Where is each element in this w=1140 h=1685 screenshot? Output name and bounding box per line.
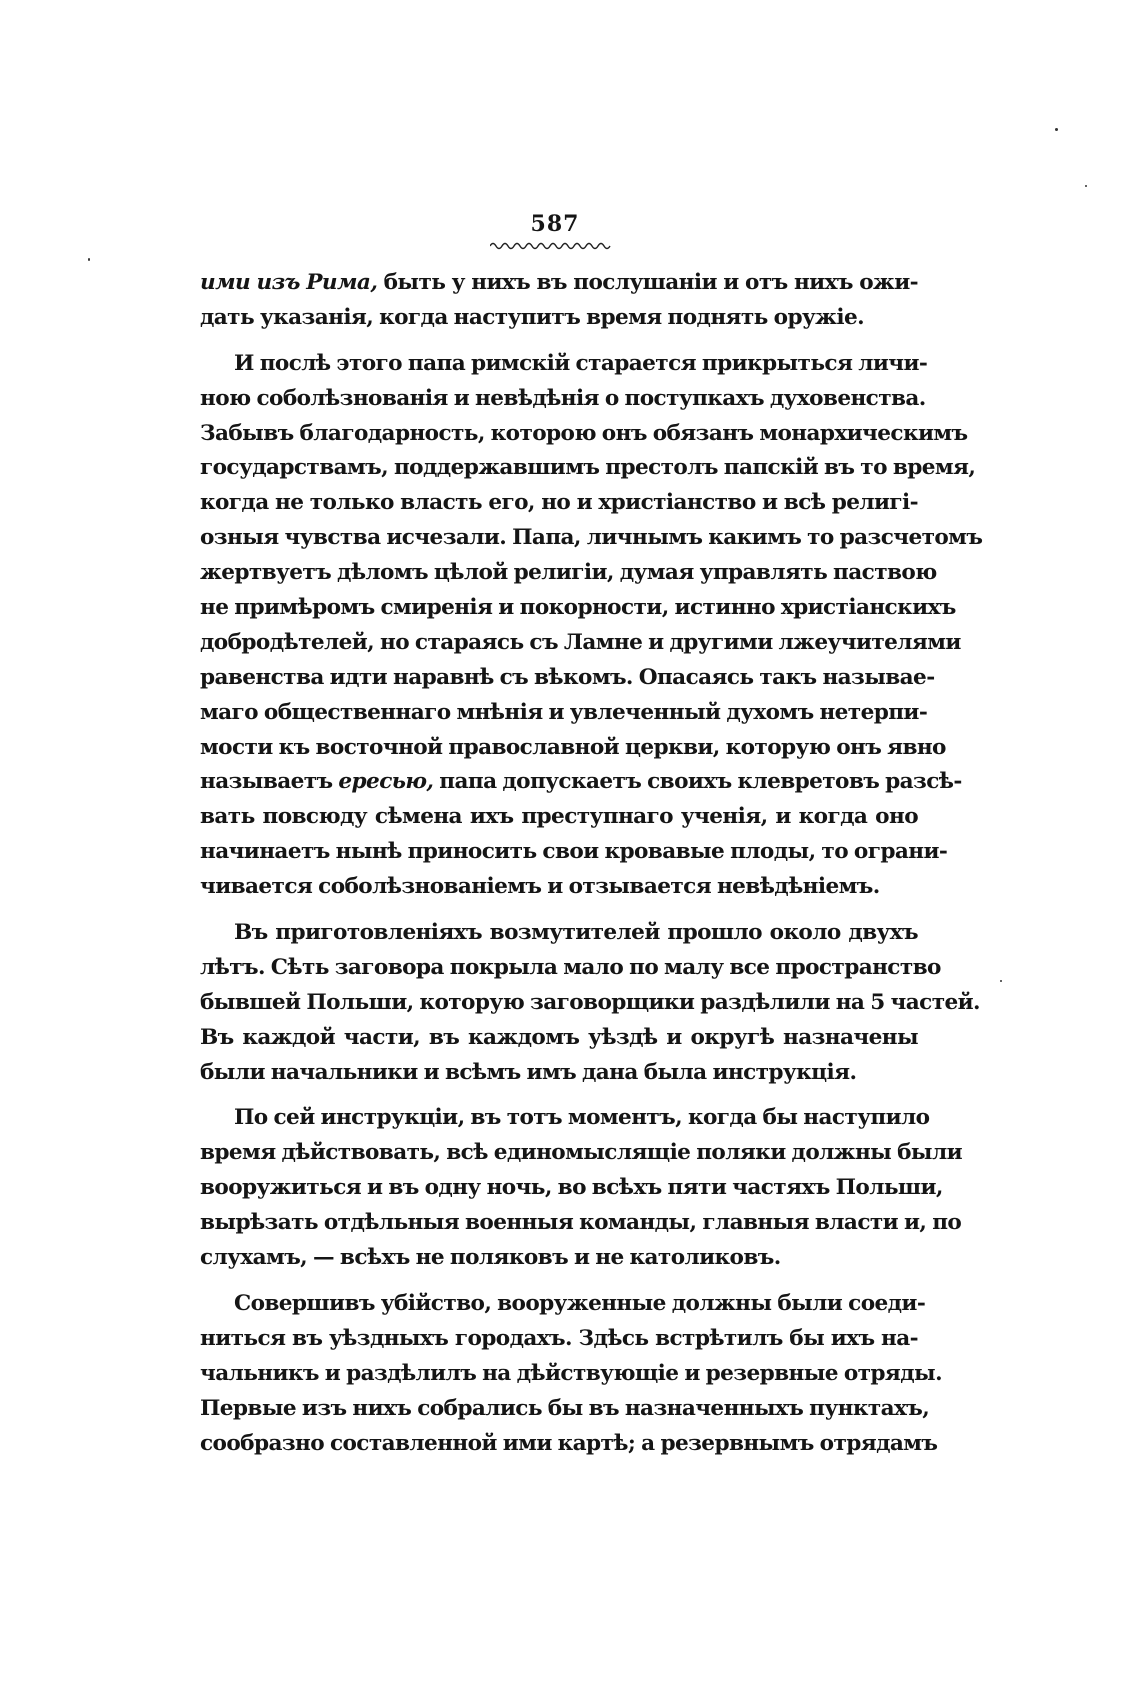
paragraph-gap [200,1276,918,1287]
text-line [200,626,961,661]
text-segment: И послѣ этого папа римскій старается прикрыться личи- [234,350,928,376]
text-line [200,765,962,800]
text-segment: вооружиться и въ одну ночь, во всѣхъ пяти частяхъ Польши, [200,1175,943,1201]
text-segment: лѣтъ. Сѣть заговора покрыла мало по малу все пространство [200,954,941,980]
text-segment: ересью, [338,769,434,795]
text-segment: маго общественнаго мнѣнія и увлеченный духомъ нетерпи- [200,699,928,725]
text-line [200,382,926,417]
text-segment: сообразно составленной ими картѣ; а резервнымъ отрядамъ [200,1430,938,1456]
text-segment: ими изъ Рима, [200,270,378,295]
text-segment: слухамъ, — всѣхъ не поляковъ и не католиковъ. [200,1245,781,1271]
text-segment: равенства идти наравнѣ съ вѣкомъ. Опасаясь такъ называе- [200,664,935,690]
text-segment: начинаетъ нынѣ приносить свои кровавые плоды, то ограни- [200,839,948,865]
text-line [200,301,918,336]
text-segment: озныя чувства исчезали. Папа, личнымъ какимъ то разсчетомъ [200,525,983,551]
text-segment: вырѣзать отдѣльныя военныя команды, главныя власти и, по [200,1210,962,1236]
text-line [200,556,937,591]
text-segment: По сей инструкціи, въ тотъ моментъ, когда бы наступило [234,1105,930,1131]
text-line [200,266,918,301]
text-line [200,417,968,452]
text-line [200,1287,926,1322]
text-line [200,800,918,835]
wavy-rule-ornament [490,240,612,252]
paragraph-gap [200,1090,918,1101]
text-line [200,486,918,521]
text-segment: Первые изъ нихъ собрались бы въ назначенныхъ пунктахъ, [200,1395,930,1421]
text-segment: мости къ восточной православной церкви, которую онъ явно [200,734,946,760]
text-line [200,986,980,1021]
text-line [200,696,928,731]
text-line [200,951,941,986]
text-line [200,591,956,626]
print-speck [88,258,90,261]
text-line [200,1322,918,1357]
paragraph-gap [200,905,918,916]
text-line [200,835,948,870]
text-segment: чивается соболѣзнованіемъ и отзывается невѣдѣніемъ. [200,874,880,900]
text-segment: Въ каждой части, въ каждомъ уѣздѣ и округѣ назначены [200,1024,918,1050]
text-line [200,1427,938,1462]
text-segment: Въ приготовленіяхъ возмутителей прошло около двухъ [234,920,918,946]
text-line [200,1171,943,1206]
print-speck [1055,128,1058,131]
text-segment: когда не только власть его, но и христіанство и всѣ религі- [200,490,918,516]
text-line [200,521,983,556]
text-segment: чальникъ и раздѣлилъ на дѣйствующіе и резервные отряды. [200,1360,943,1386]
text-segment: быть у нихъ въ послушаніи и отъ нихъ ожи- [377,270,918,295]
text-segment: Совершивъ убійство, вооруженные должны были соеди- [234,1290,926,1316]
body-text [200,266,983,1461]
text-line [200,1392,930,1427]
page-number: 587 [530,211,580,237]
text-segment: ною соболѣзнованія и невѣдѣнія о поступкахъ духовенства. [200,385,926,411]
paragraph-gap [200,336,918,347]
text-line [200,1136,963,1171]
text-line [200,347,928,382]
print-speck [1000,980,1002,982]
text-line [200,1357,943,1392]
text-segment: не примѣромъ смиренія и покорности, истинно христіанскихъ [200,595,956,621]
text-segment: были начальники и всѣмъ имъ дана была инструкція. [200,1059,857,1085]
text-segment: добродѣтелей, но стараясь съ Ламне и другими лжеучителями [200,629,961,655]
print-speck [1085,185,1087,187]
text-line [200,661,935,696]
text-line [200,1241,918,1276]
text-line [200,1206,962,1241]
text-segment: Забывъ благодарность, которою онъ обязанъ монархическимъ [200,420,968,446]
text-line [200,1101,930,1136]
text-segment: папа допускаетъ своихъ клевретовъ разсѣ- [433,769,962,795]
text-segment: жертвуетъ дѣломъ цѣлой религіи, думая управлять паствою [200,560,937,586]
text-segment: называетъ [200,769,339,795]
text-line [200,1021,918,1056]
text-segment: вать повсюду сѣмена ихъ преступнаго ученія, и когда оно [200,804,918,830]
text-line [200,916,918,951]
text-line [200,731,946,766]
text-segment: государствамъ, поддержавшимъ престолъ папскій въ то время, [200,455,976,481]
text-segment: время дѣйствовать, всѣ единомыслящіе поляки должны были [200,1140,963,1166]
text-line [200,451,976,486]
text-line [200,1056,918,1091]
text-segment: дать указанія, когда наступитъ время поднять оружіе. [200,304,865,330]
text-segment: ниться въ уѣздныхъ городахъ. Здѣсь встрѣтилъ бы ихъ на- [200,1325,918,1351]
text-line [200,870,918,905]
text-segment: бывшей Польши, которую заговорщики раздѣлили на 5 частей. [200,989,980,1015]
